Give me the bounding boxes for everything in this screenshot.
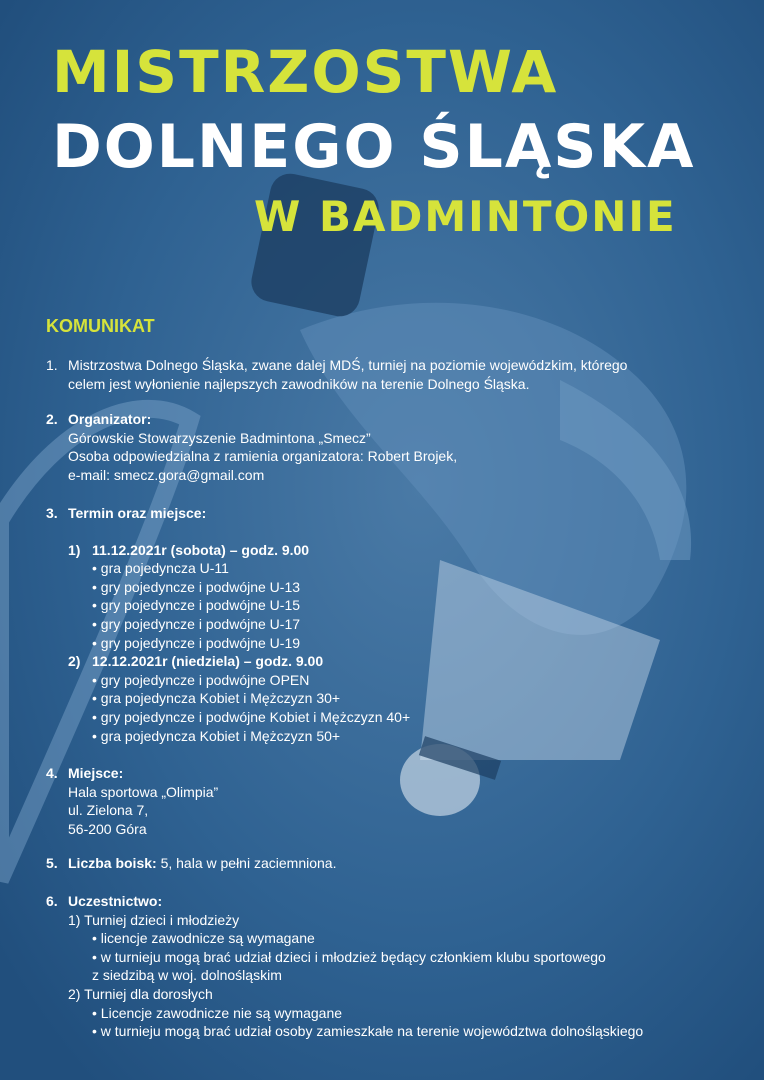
title-line-2: DOLNEGO ŚLĄSKA bbox=[52, 112, 696, 182]
item-number: 6. bbox=[46, 893, 58, 909]
title-line-1: MISTRZOSTWA bbox=[52, 38, 559, 106]
list-item: • Licencje zawodnicze nie są wymagane bbox=[92, 1004, 343, 1021]
item-number: 4. bbox=[46, 765, 58, 781]
item-number: 5. bbox=[46, 855, 58, 871]
section-adults: 2) Turniej dla dorosłych bbox=[68, 985, 213, 1002]
organizer-email: e-mail: smecz.gora@gmail.com bbox=[68, 466, 265, 483]
courts-text: 5, hala w pełni zaciemniona. bbox=[156, 855, 337, 871]
item-label: Uczestnictwo: bbox=[68, 893, 163, 909]
list-item: • w turnieju mogą brać udział dzieci i młodzież będący członkiem klubu sportowego bbox=[92, 948, 606, 965]
item-label: Liczba boisk: bbox=[68, 855, 157, 871]
list-item: • gry pojedyncze i podwójne U-15 bbox=[92, 597, 301, 614]
item-1 bbox=[46, 356, 706, 393]
item-number: 3. bbox=[46, 505, 58, 521]
list-item: • gry pojedyncze i podwójne U-17 bbox=[92, 615, 301, 632]
item-3 bbox=[46, 504, 706, 745]
list-item: • w turnieju mogą brać udział osoby zamieszkałe na terenie województwa dolnośląskiego bbox=[92, 1023, 644, 1040]
list-item: • gry pojedyncze i podwójne U-19 bbox=[92, 634, 301, 651]
item-number: 2. bbox=[46, 411, 58, 427]
day-number: 2) bbox=[68, 653, 81, 670]
day-2 bbox=[46, 652, 706, 745]
item-text: Mistrzostwa Dolnego Śląska, zwane dalej MDŚ, turniej na poziomie wojewódzkim, którego bbox=[68, 357, 628, 373]
day-1 bbox=[46, 541, 706, 653]
list-item: • gra pojedyncza Kobiet i Mężczyzn 30+ bbox=[92, 690, 341, 707]
list-item: • gry pojedyncze i podwójne OPEN bbox=[92, 671, 310, 688]
item-label: Miejsce: bbox=[68, 765, 124, 781]
section-youth: 1) Turniej dzieci i młodzieży bbox=[68, 911, 240, 928]
item-label: Termin oraz miejsce: bbox=[68, 505, 207, 521]
list-item: • gry pojedyncze i podwójne Kobiet i Mężczyzn 40+ bbox=[92, 708, 411, 725]
day-label: 12.12.2021r (niedziela) – godz. 9.00 bbox=[92, 653, 324, 670]
organizer-name: Górowskie Stowarzyszenie Badmintona „Smecz” bbox=[68, 429, 371, 446]
organizer-person: Osoba odpowiedzialna z ramienia organizatora: Robert Brojek, bbox=[68, 448, 458, 465]
title-line-3: W BADMINTONIE bbox=[254, 192, 677, 241]
venue-city: 56-200 Góra bbox=[68, 820, 147, 837]
komunikat-heading: KOMUNIKAT bbox=[46, 316, 155, 336]
item-4 bbox=[46, 764, 706, 838]
day-label: 11.12.2021r (sobota) – godz. 9.00 bbox=[92, 541, 310, 558]
venue-street: ul. Zielona 7, bbox=[68, 802, 149, 819]
item-6 bbox=[46, 892, 726, 1041]
item-5 bbox=[46, 854, 706, 873]
item-text: celem jest wyłonienie najlepszych zawodników na terenie Dolnego Śląska. bbox=[68, 375, 530, 392]
list-item: • licencje zawodnicze są wymagane bbox=[92, 930, 315, 947]
day-number: 1) bbox=[68, 541, 81, 558]
item-2 bbox=[46, 410, 706, 484]
list-item: z siedzibą w woj. dolnośląskim bbox=[92, 967, 282, 984]
venue-name: Hala sportowa „Olimpia” bbox=[68, 783, 219, 800]
list-item: • gry pojedyncze i podwójne U-13 bbox=[92, 578, 301, 595]
list-item: • gra pojedyncza Kobiet i Mężczyzn 50+ bbox=[92, 727, 341, 744]
item-number: 1. bbox=[46, 357, 58, 373]
list-item: • gra pojedyncza U-11 bbox=[92, 560, 229, 577]
item-label: Organizator: bbox=[68, 411, 152, 427]
